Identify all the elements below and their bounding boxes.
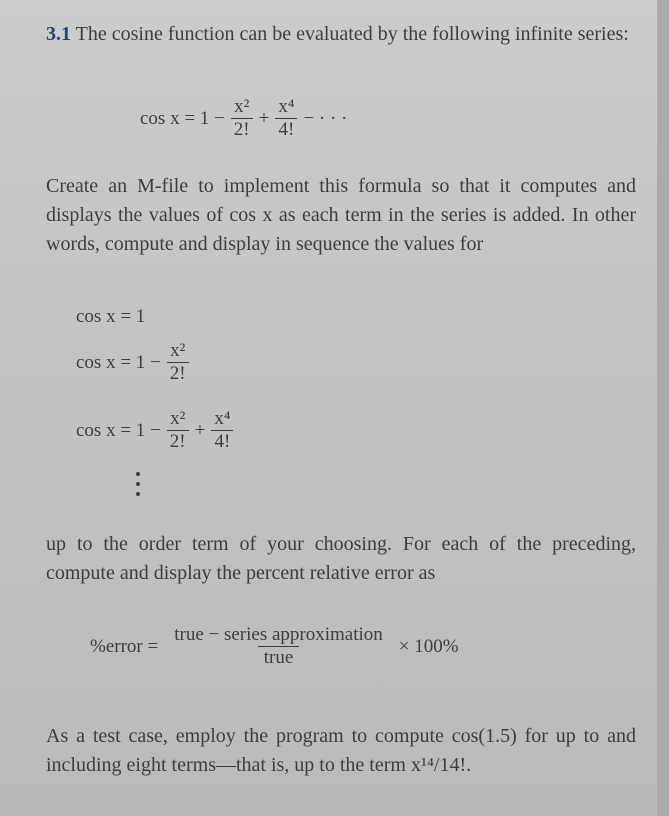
error-den: true xyxy=(258,646,300,669)
intro-text: The cosine function can be evaluated by the following infinite series: xyxy=(75,23,629,45)
series-term1-num: x² xyxy=(234,96,250,117)
series-plus: + xyxy=(258,107,270,129)
series-term1 xyxy=(231,96,253,141)
series-term2 xyxy=(275,96,297,141)
para-test-case: As a test case, employ the program to compute cos(1.5) for up to and including eight terms—that is, up to the term x¹⁴/14!. xyxy=(46,725,636,776)
para-up-to: up to the order term of your choosing. For each of the preceding, compute and display the percent relative error as xyxy=(46,533,636,584)
problem-number: 3.1 xyxy=(46,23,71,45)
adjacent-page-edge xyxy=(657,0,669,816)
series-term2-den: 4! xyxy=(275,118,297,141)
seq-eq2-num: x² xyxy=(170,340,186,361)
problem-intro xyxy=(46,20,636,48)
seq-eq1-text: cos x = 1 xyxy=(76,306,146,327)
error-equation xyxy=(90,624,459,669)
seq-eq2-frac xyxy=(167,340,189,385)
problem-block xyxy=(46,20,636,48)
seq-eq3-frac1 xyxy=(167,408,189,453)
series-term1-den: 2! xyxy=(231,118,253,141)
seq-eq2-den: 2! xyxy=(167,362,189,385)
series-lhs: cos x = 1 − xyxy=(140,107,225,129)
vertical-ellipsis xyxy=(136,472,142,502)
seq-eq3 xyxy=(76,408,239,453)
seq-eq3-den1: 2! xyxy=(167,430,189,453)
series-term2-num: x⁴ xyxy=(278,96,295,117)
error-rhs: × 100% xyxy=(398,635,459,657)
series-equation xyxy=(140,96,347,141)
seq-eq2 xyxy=(76,340,195,385)
seq-eq3-frac2 xyxy=(211,408,233,453)
error-fraction xyxy=(168,624,389,669)
seq-eq3-num2: x⁴ xyxy=(214,408,231,429)
series-tail: − · · · xyxy=(303,107,348,129)
error-num: true − series approximation xyxy=(174,624,383,645)
error-lhs: %error = xyxy=(90,635,159,657)
para-create: Create an M-file to implement this formula so that it computes and displays the values of cos x as each term in the series is added. In other words, compute and display in sequence the values for xyxy=(46,175,636,255)
seq-eq2-lhs: cos x = 1 − xyxy=(76,351,161,373)
seq-eq3-den2: 4! xyxy=(211,430,233,453)
seq-eq3-lhs: cos x = 1 − xyxy=(76,419,161,441)
seq-eq3-plus: + xyxy=(194,419,206,441)
seq-eq1 xyxy=(76,306,145,328)
seq-eq3-num1: x² xyxy=(170,408,186,429)
